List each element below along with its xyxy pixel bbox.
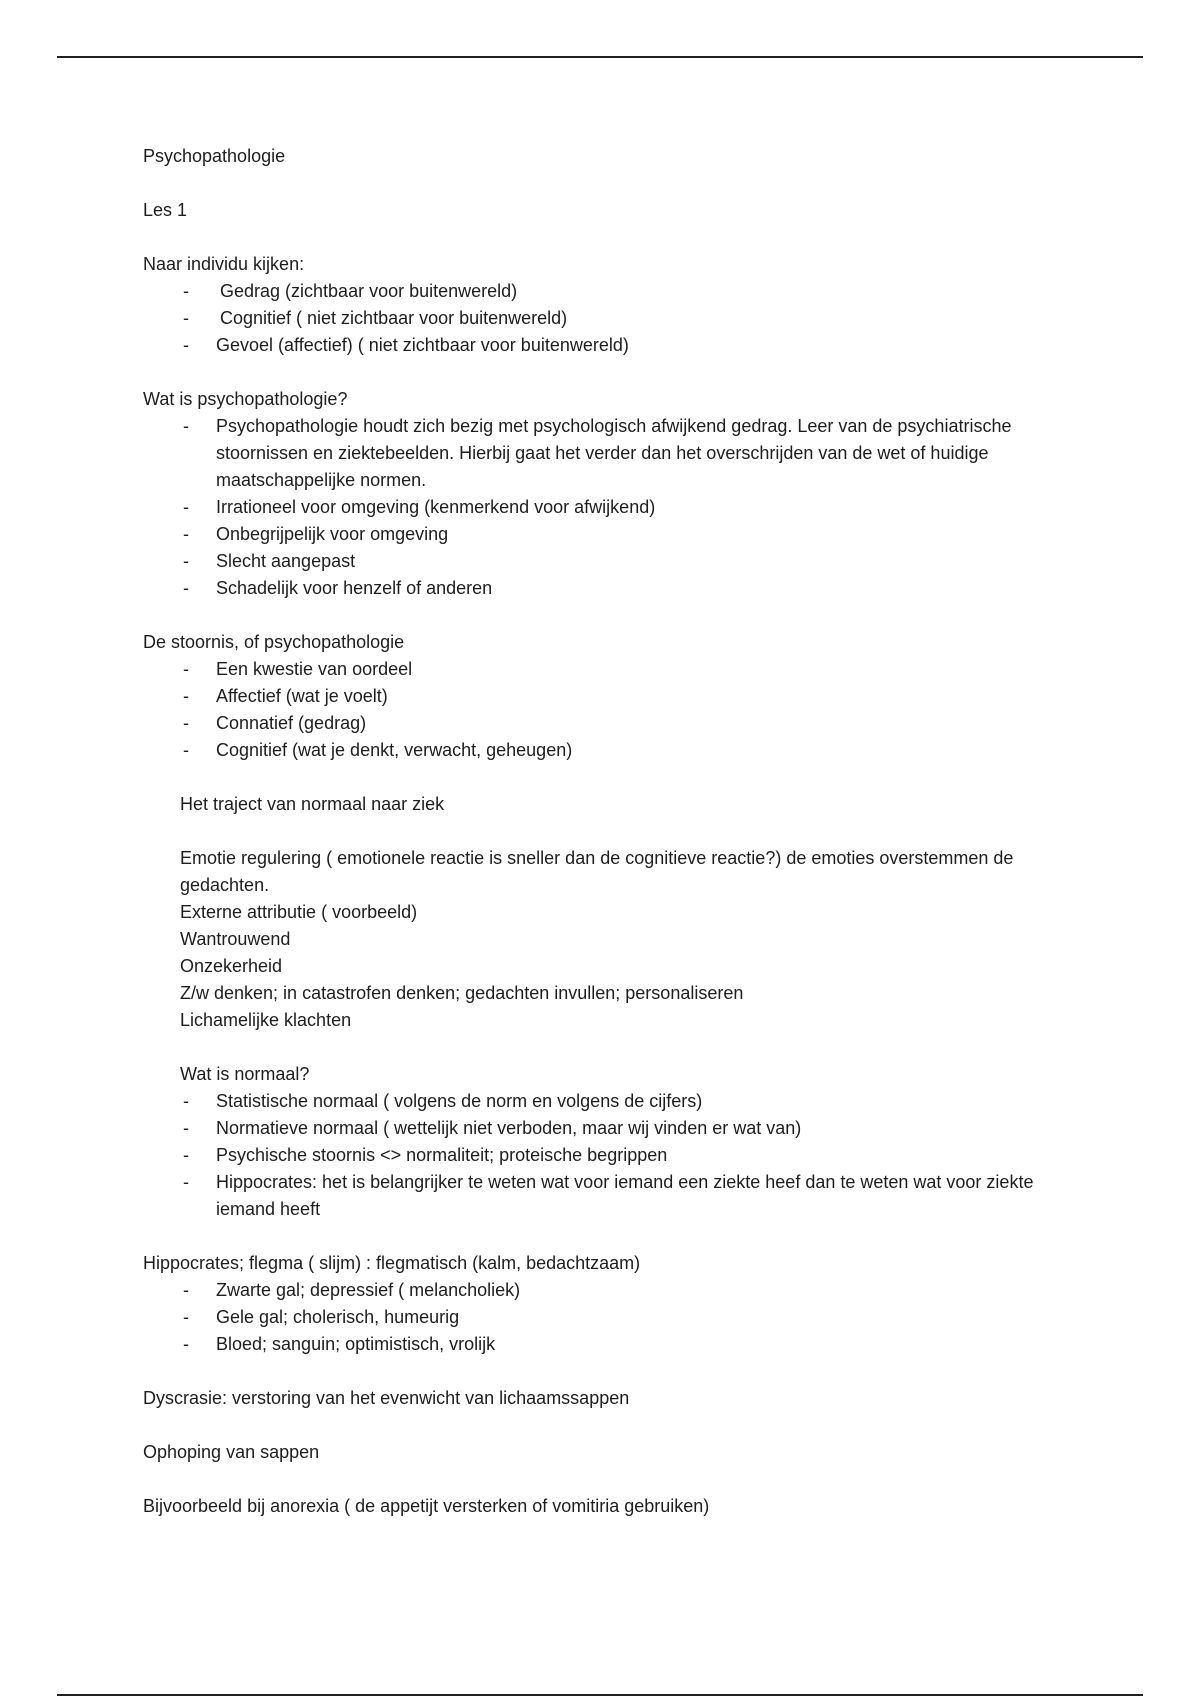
section-heading-stoornis: De stoornis, of psychopathologie xyxy=(143,632,405,652)
emotie-block xyxy=(143,845,1063,1034)
emotie-line: Z/w denken; in catastrofen denken; gedachten invullen; personaliseren xyxy=(180,983,744,1003)
emotie-line: Lichamelijke klachten xyxy=(180,1010,352,1030)
list-item: - Statistische normaal ( volgens de norm en volgens de cijfers) xyxy=(143,1088,1063,1115)
anorexia-line: Bijvoorbeeld bij anorexia ( de appetijt versterken of vomitiria gebruiken) xyxy=(143,1496,710,1516)
list-individu xyxy=(143,278,1063,359)
emotie-line: Emotie regulering ( emotionele reactie is sneller dan de cognitieve reactie?) de emoties overstemmen de gedachten. xyxy=(180,848,1019,895)
list-item: - Schadelijk voor henzelf of anderen xyxy=(143,575,1063,602)
list-item: - Normatieve normaal ( wettelijk niet verboden, maar wij vinden er wat van) xyxy=(143,1115,1063,1142)
section-heading-wat-is: Wat is psychopathologie? xyxy=(143,389,348,409)
document-title: Psychopathologie xyxy=(143,146,286,166)
list-item: - Cognitief (wat je denkt, verwacht, geheugen) xyxy=(143,737,1063,764)
list-item: - Een kwestie van oordeel xyxy=(143,656,1063,683)
dyscrasie-line: Dyscrasie: verstoring van het evenwicht van lichaamssappen xyxy=(143,1388,630,1408)
emotie-line: Wantrouwend xyxy=(180,929,291,949)
section-heading-hippocrates: Hippocrates; flegma ( slijm) : flegmatisch (kalm, bedachtzaam) xyxy=(143,1253,641,1273)
list-item: - Cognitief ( niet zichtbaar voor buitenwereld) xyxy=(143,305,1063,332)
emotie-line: Externe attributie ( voorbeeld) xyxy=(180,902,418,922)
ophoping-line: Ophoping van sappen xyxy=(143,1442,320,1462)
list-wat-is xyxy=(143,413,1063,602)
list-item: - Gedrag (zichtbaar voor buitenwereld) xyxy=(143,278,1063,305)
list-item: - Slecht aangepast xyxy=(143,548,1063,575)
list-item: - Gele gal; cholerisch, humeurig xyxy=(143,1304,1063,1331)
list-item: - Onbegrijpelijk voor omgeving xyxy=(143,521,1063,548)
lesson-label: Les 1 xyxy=(143,200,188,220)
list-item: - Bloed; sanguin; optimistisch, vrolijk xyxy=(143,1331,1063,1358)
list-item: - Zwarte gal; depressief ( melancholiek) xyxy=(143,1277,1063,1304)
emotie-line: Onzekerheid xyxy=(180,956,283,976)
list-normaal xyxy=(143,1088,1063,1223)
list-hippocrates xyxy=(143,1277,1063,1358)
list-item: - Psychische stoornis <> normaliteit; proteische begrippen xyxy=(143,1142,1063,1169)
header-rule xyxy=(57,56,1143,58)
traject-heading: Het traject van normaal naar ziek xyxy=(180,794,445,814)
list-item: - Hippocrates: het is belangrijker te weten wat voor iemand een ziekte heef dan te weten wat voor ziekte iemand heeft xyxy=(143,1169,1063,1223)
list-stoornis xyxy=(143,656,1063,764)
section-heading-normaal: Wat is normaal? xyxy=(180,1064,310,1084)
list-item: - Connatief (gedrag) xyxy=(143,710,1063,737)
list-item: - Gevoel (affectief) ( niet zichtbaar voor buitenwereld) xyxy=(143,332,1063,359)
footer-rule xyxy=(57,1694,1143,1696)
section-heading-individu: Naar individu kijken: xyxy=(143,254,305,274)
document-page xyxy=(143,143,1063,1520)
list-item: - Psychopathologie houdt zich bezig met psychologisch afwijkend gedrag. Leer van de psychiatrische stoornissen en ziektebeelden. Hierbij gaat het verder dan het overschrijden van de wet of huidige maatschappelijke normen. xyxy=(143,413,1063,494)
list-item: - Affectief (wat je voelt) xyxy=(143,683,1063,710)
list-item: - Irrationeel voor omgeving (kenmerkend voor afwijkend) xyxy=(143,494,1063,521)
